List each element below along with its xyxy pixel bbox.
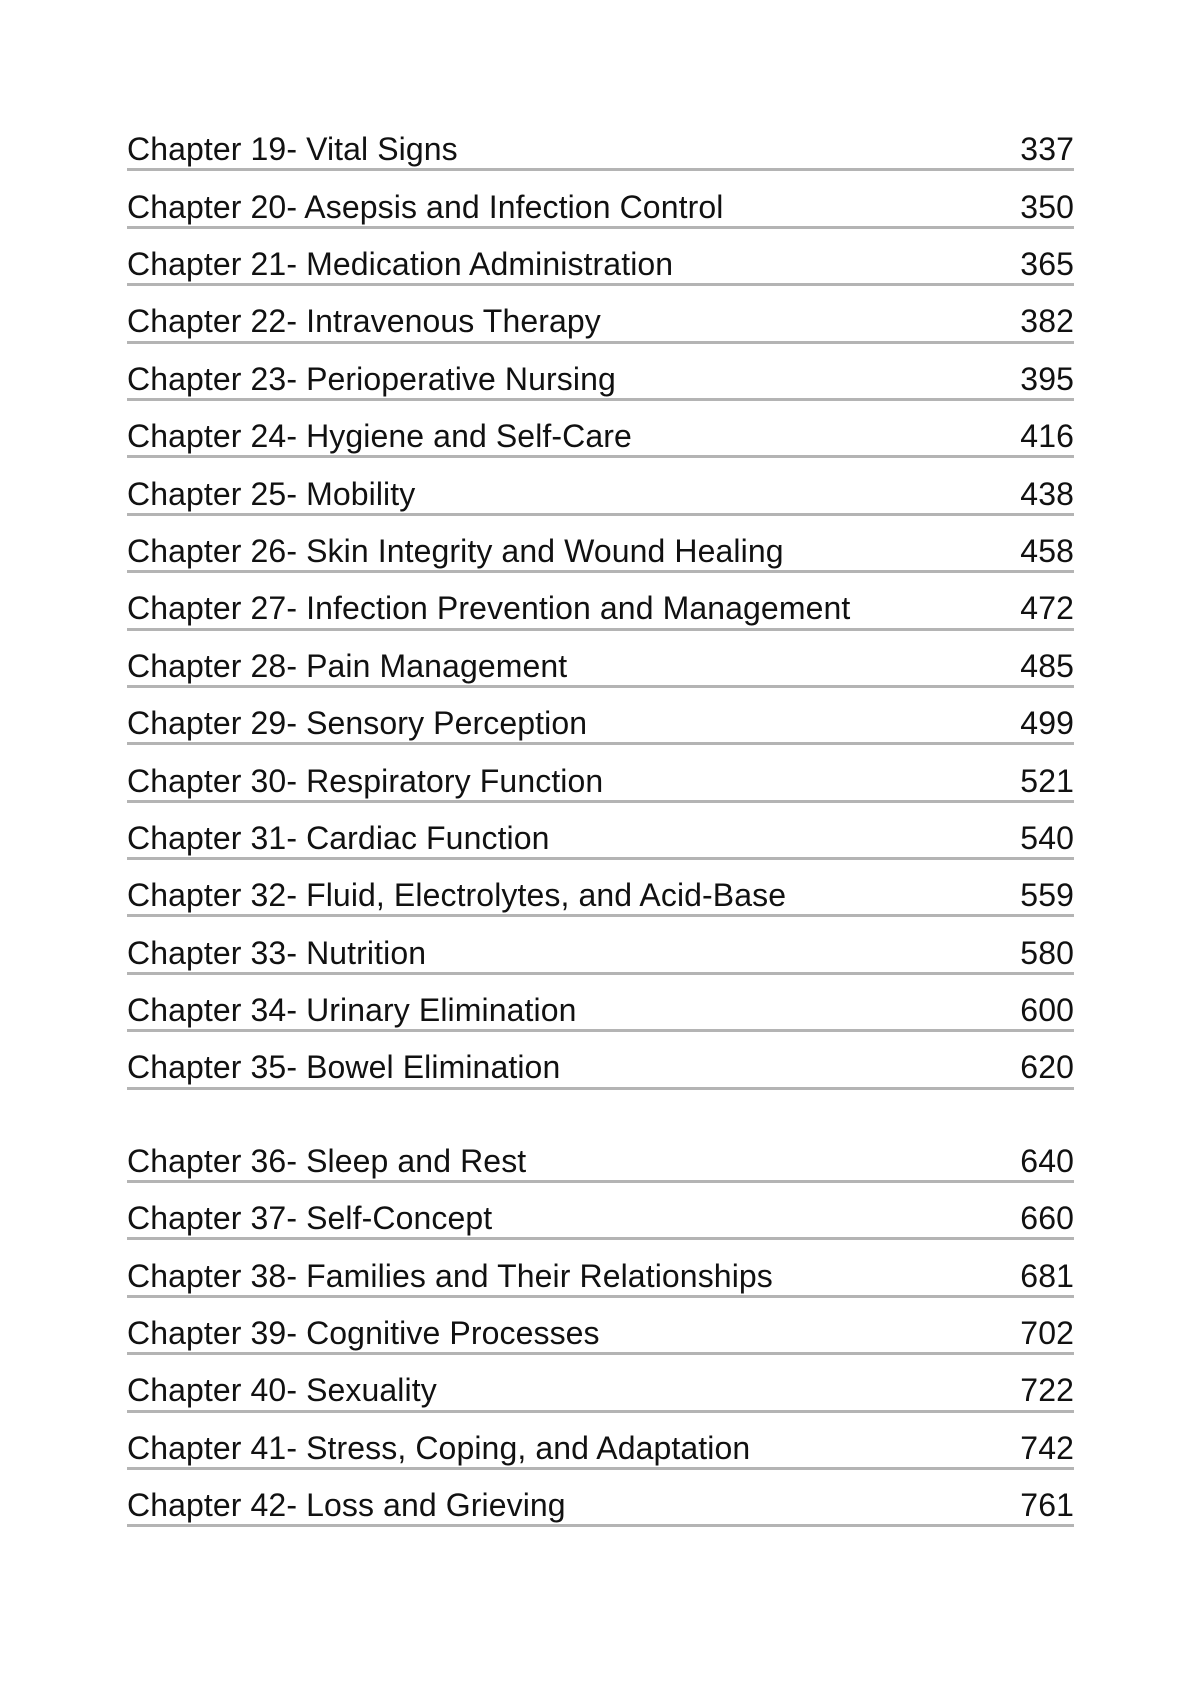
chapter-title: Chapter 37- Self-Concept [127, 1200, 493, 1237]
toc-entry [127, 1122, 1074, 1179]
chapter-title: Chapter 33- Nutrition [127, 934, 427, 971]
toc-entry [127, 913, 1074, 970]
chapter-title: Chapter 39- Cognitive Processes [127, 1315, 600, 1352]
toc-entry [127, 110, 1074, 167]
chapter-title: Chapter 21- Medication Administration [127, 245, 674, 282]
toc-entry [127, 1294, 1074, 1351]
page-number: 702 [1020, 1315, 1074, 1352]
page-number: 416 [1020, 418, 1074, 455]
toc-entry [127, 340, 1074, 397]
chapter-title: Chapter 28- Pain Management [127, 647, 568, 684]
chapter-title: Chapter 38- Families and Their Relationships [127, 1257, 773, 1294]
page-number: 350 [1020, 188, 1074, 225]
chapter-title: Chapter 41- Stress, Coping, and Adaptation [127, 1429, 751, 1466]
chapter-title: Chapter 26- Skin Integrity and Wound Healing [127, 532, 784, 569]
chapter-title: Chapter 35- Bowel Elimination [127, 1049, 561, 1086]
toc-entry [127, 512, 1074, 569]
page-number: 337 [1020, 131, 1074, 168]
page-number: 681 [1020, 1257, 1074, 1294]
page-number: 395 [1020, 360, 1074, 397]
chapter-title: Chapter 20- Asepsis and Infection Control [127, 188, 724, 225]
page-number: 382 [1020, 303, 1074, 340]
toc-entry [127, 627, 1074, 684]
page-number: 620 [1020, 1049, 1074, 1086]
page-number: 580 [1020, 934, 1074, 971]
chapter-title: Chapter 22- Intravenous Therapy [127, 303, 601, 340]
toc-entry [127, 397, 1074, 454]
page-number: 559 [1020, 877, 1074, 914]
toc-entry [127, 225, 1074, 282]
chapter-title: Chapter 36- Sleep and Rest [127, 1142, 527, 1179]
toc-entry [127, 856, 1074, 913]
toc-entry [127, 1351, 1074, 1408]
page-number: 438 [1020, 475, 1074, 512]
chapter-title: Chapter 30- Respiratory Function [127, 762, 604, 799]
page-number: 458 [1020, 532, 1074, 569]
chapter-title: Chapter 34- Urinary Elimination [127, 992, 577, 1029]
toc-entry [127, 454, 1074, 511]
page-number: 761 [1020, 1487, 1074, 1524]
page-number: 600 [1020, 992, 1074, 1029]
chapter-title: Chapter 27- Infection Prevention and Management [127, 590, 851, 627]
chapter-title: Chapter 42- Loss and Grieving [127, 1487, 566, 1524]
chapter-title: Chapter 19- Vital Signs [127, 131, 458, 168]
toc-entry [127, 167, 1074, 224]
toc-entry [127, 1236, 1074, 1293]
page-number: 472 [1020, 590, 1074, 627]
toc-entry [127, 741, 1074, 798]
page-number: 540 [1020, 819, 1074, 856]
toc-entry [127, 1466, 1074, 1523]
page-number: 521 [1020, 762, 1074, 799]
toc-entry [127, 684, 1074, 741]
chapter-title: Chapter 25- Mobility [127, 475, 416, 512]
page-number: 722 [1020, 1372, 1074, 1409]
entry-underline [127, 1524, 1074, 1527]
page-number: 660 [1020, 1200, 1074, 1237]
chapter-title: Chapter 31- Cardiac Function [127, 819, 550, 856]
toc-entry [127, 569, 1074, 626]
toc-entry [127, 1179, 1074, 1236]
page-number: 742 [1020, 1429, 1074, 1466]
toc-entry [127, 1409, 1074, 1466]
chapter-title: Chapter 29- Sensory Perception [127, 705, 588, 742]
page-number: 365 [1020, 245, 1074, 282]
table-of-contents [127, 110, 1074, 1523]
chapter-title: Chapter 40- Sexuality [127, 1372, 437, 1409]
entry-underline [127, 1087, 1074, 1090]
page-number: 485 [1020, 647, 1074, 684]
page-number: 640 [1020, 1142, 1074, 1179]
page-number: 499 [1020, 705, 1074, 742]
toc-entry [127, 282, 1074, 339]
toc-entry [127, 971, 1074, 1028]
toc-entry [127, 1028, 1074, 1085]
chapter-title: Chapter 23- Perioperative Nursing [127, 360, 616, 397]
toc-entry [127, 799, 1074, 856]
chapter-title: Chapter 32- Fluid, Electrolytes, and Acid-Base [127, 877, 787, 914]
chapter-title: Chapter 24- Hygiene and Self-Care [127, 418, 632, 455]
